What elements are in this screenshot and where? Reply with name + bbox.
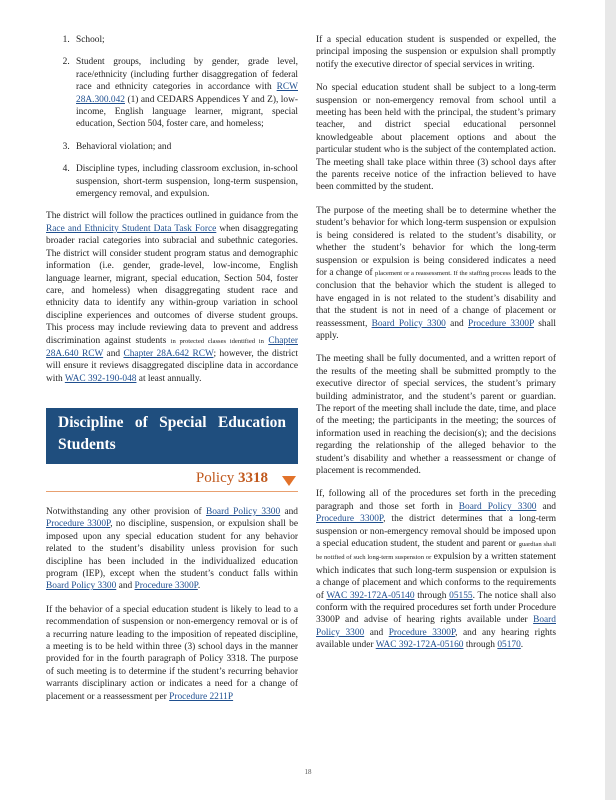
list-item: 4. Discipline types, including classroom exclusion, in-school suspension, short-term suspension, long-term suspension, emergency removal, and expulsion. [72, 163, 298, 200]
link-wac-392-172a-05140[interactable]: WAC 392-172A-05140 [326, 590, 415, 601]
link-05155[interactable]: 05155 [449, 590, 473, 601]
section-title-line2: Students [58, 436, 116, 453]
text: and [103, 348, 124, 359]
list-item: 3. Behavioral violation; and [72, 141, 298, 153]
text: and [536, 501, 556, 512]
text: leads to the conclusion that the behavior which the student is alleged to have engaged in is not related to the student’s disability and that the student is not in need of a change of placement or reassessment, [316, 267, 556, 329]
right-margin-bar [605, 0, 616, 800]
text: through [414, 590, 450, 601]
link-board-policy-3300[interactable]: Board Policy 3300 [46, 581, 117, 592]
link-task-force[interactable]: Race and Ethnicity Student Data Task Force [46, 223, 217, 234]
link-board-policy-3300[interactable]: Board Policy 3300 [205, 507, 281, 517]
paragraph [316, 205, 556, 342]
text: The district will follow the practices outlined in guidance from the [46, 211, 298, 222]
text: when disaggregating broader racial categories into subracial and subethnic categories. The district will consider student program status and demographic information (i.e. gender, grade-level, low-income, English language learner, migrant, special education, Section 504, foster care, and homeless) when disaggregating student race and ethnicity data to identify any within-group variation in school discipline experiences and outcomes of diverse student groups. This process may include reviewing data to prevent and address discrimination against students [46, 223, 299, 346]
policy-word: Policy [195, 470, 235, 486]
text: . The notice shall also conform with the required procedures set forth under Procedure 3300P and advise of hearing rights available under [316, 590, 556, 626]
left-column [46, 34, 298, 396]
link-chapter-28a640[interactable]: Chapter 28A.640 RCW [46, 335, 298, 359]
text: expulsion by a written statement which indicates that such long-term suspension or expulsion is a change of placement and which conforms to the requirements of [316, 552, 556, 601]
text: ; however, the district will ensure it reviews disaggregated discipline data in accordance with [46, 348, 298, 384]
text: , the district determines that a long-term suspension or non-emergency removal should be imposed upon a special education student, the student and parent or [316, 514, 556, 550]
text: , and any hearing rights available under [316, 627, 556, 651]
link-procedure-3300p[interactable]: Procedure 3300P [388, 627, 456, 638]
policy-label [196, 470, 268, 487]
link-wac-392-190-048[interactable]: WAC 392-190-048 [64, 373, 137, 384]
right-column [316, 34, 556, 663]
section-title-line1: Discipline of Special Education [58, 414, 286, 431]
text: and [280, 507, 298, 517]
text: and [364, 627, 389, 638]
text: placement or a reassessment. If the staffing process [375, 269, 511, 277]
link-rcw-28a300042[interactable]: RCW 28A.300.042 [76, 82, 298, 105]
text: . [197, 581, 201, 592]
text: and [116, 581, 135, 592]
link-procedure-3300p[interactable]: Procedure 3300P [468, 318, 534, 329]
list-item: 1. School; [72, 34, 298, 46]
text: . [520, 640, 524, 651]
link-board-policy-3300[interactable]: Board Policy 3300 [371, 318, 446, 329]
text: If, following all of the procedures set forth in the preceding paragraph and those set forth in [316, 489, 556, 512]
policy-number: 3318 [238, 470, 268, 486]
link-wac-392-172a-05160[interactable]: WAC 392-172A-05160 [375, 640, 464, 651]
link-board-policy-3300[interactable]: Board Policy 3300 [458, 501, 537, 512]
link-procedure-3300p[interactable]: Procedure 3300P [46, 519, 111, 530]
policy-label-bar [46, 468, 298, 492]
page-number: 18 [304, 768, 312, 776]
link-board-policy-3300[interactable]: Board Policy 3300 [316, 615, 556, 638]
data-categories-list [46, 34, 298, 200]
text: , no discipline, suspension, or expulsion shall be imposed upon any special education student for any behavior related to the student’s disability unless provision for such discipline has been included in the individualized education program (IEP), except when the student’s conduct falls within [46, 519, 299, 580]
link-procedure-3300p[interactable]: Procedure 3300P [134, 581, 198, 592]
text: at least annually. [136, 373, 202, 384]
paragraph [46, 604, 298, 703]
text: through [463, 640, 498, 651]
paragraph [46, 210, 298, 385]
section-heading [46, 408, 298, 464]
link-procedure-3300p[interactable]: Procedure 3300P [316, 514, 384, 525]
triangle-down-icon [282, 476, 296, 486]
divider [46, 491, 298, 492]
text: guardian shall be notified of such long-term suspension or [316, 541, 556, 562]
text: shall apply. [316, 318, 556, 341]
link-05170[interactable]: 05170 [497, 640, 521, 651]
text: The purpose of the meeting shall be to determine whether the student’s behavior for which long-term suspension or expulsion is being considered is related to the student’s disability, or whether the student’s behavior for which the long-term suspension or expulsion is being considered indicates a need for a change of [316, 205, 556, 278]
section-body [46, 506, 298, 714]
list-item: 2. Student groups, including by gender, grade level, race/ethnicity (including further disaggregation of federal race and ethnicity categories in accordance with RCW 28A.300.042 (1) and CEDARS Appendices Y and Z), low-income, English language learner, migrant, special education, Section 504, foster care, and homeless; [72, 56, 298, 130]
paragraph: No special education student shall be subject to a long-term suspension or non-emergency removal from school until a meeting has been held with the principal, the student’s primary teacher, and district special educational personnel knowledgeable about placement options and about the particular student who is the subject of the contemplated action. The meeting shall take place within three (3) school days after the parents receive notice of the infraction believed to have been committed by the student. [316, 83, 556, 193]
paragraph: If a special education student is suspended or expelled, the principal imposing the suspension or expulsion shall promptly notify the executive director of special services in writing. [316, 35, 556, 70]
link-procedure-2211p[interactable]: Procedure 2211P [169, 691, 234, 702]
text: If the behavior of a special education student is likely to lead to a recommendation of suspension or non-emergency removal or is of a recurring nature leading to the imposition of repeated discipline, a meeting is to be held within three (3) school days in the manner provided for in the fourth paragraph of Policy 3318. The purpose of such meeting is to determine if the student’s recurring behavior warrants disciplinary action or indicates a need for a change of placement or a reassessment per [46, 604, 298, 702]
paragraph: The meeting shall be fully documented, and a written report of the results of the meeting shall be submitted promptly to the executive director of special services, the student’s primary building administrator, and the student’s parent or guardian. The report of the meeting shall include the date, time, and place of the meeting; the participants in the meeting; the sources of information used in reaching the decision(s); and the decisions regarding the relationship of the alleged behavior to the student’s disability and whether a reassessment or change of placement is recommended. [316, 354, 556, 476]
text: in protected classes identified in [170, 337, 264, 345]
text: Notwithstanding any other provision of [46, 507, 206, 517]
paragraph [316, 488, 556, 651]
text: and [445, 318, 469, 329]
link-chapter-28a642[interactable]: Chapter 28A.642 RCW [123, 348, 214, 359]
paragraph [46, 506, 298, 593]
